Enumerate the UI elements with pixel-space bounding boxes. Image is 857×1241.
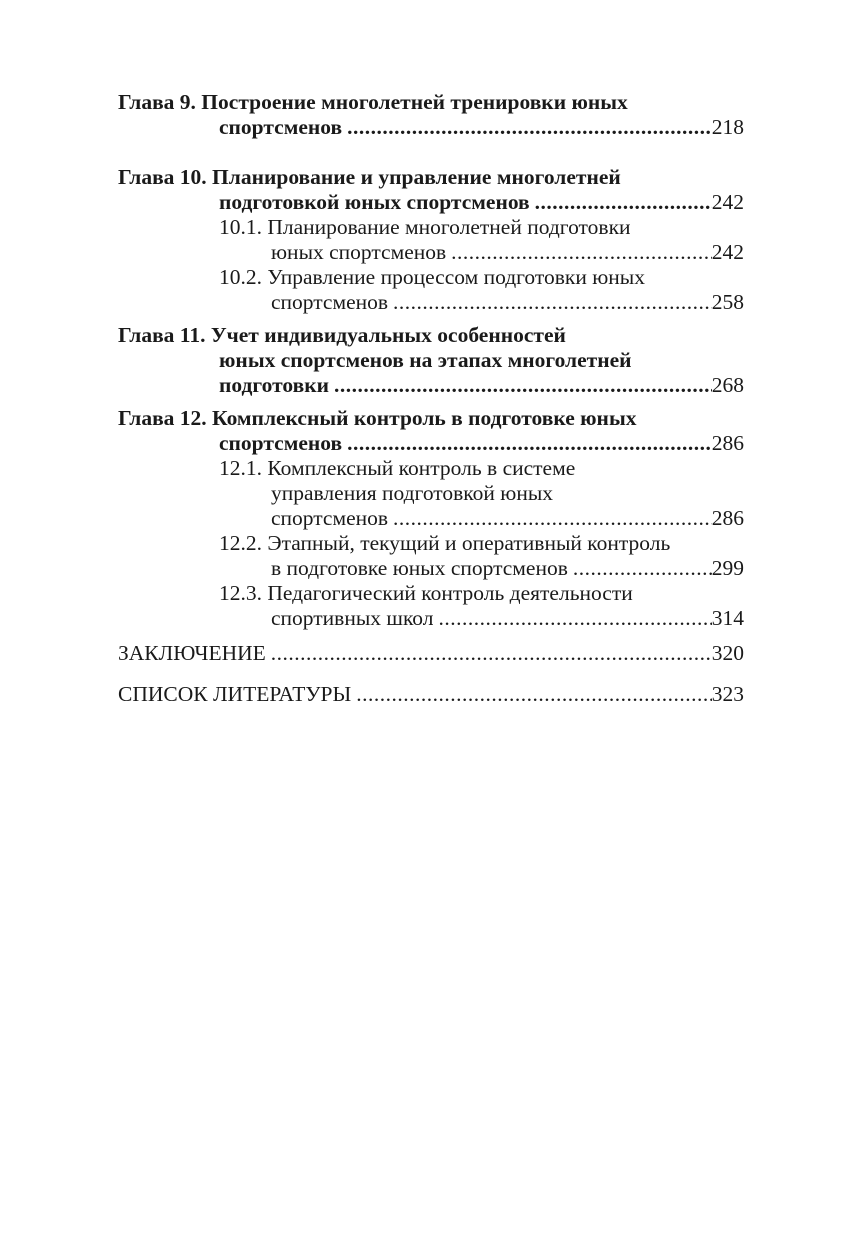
page-number: 323 [711,682,744,706]
dot-leader [439,606,712,631]
section-title-continued: юных спортсменов [271,240,447,264]
toc-entry-chapter-10[interactable] [118,165,744,215]
page-number: 242 [711,240,744,264]
table-of-contents [118,90,744,707]
dot-leader [573,556,712,581]
toc-line [118,265,744,290]
toc-line [118,431,744,456]
toc-line [118,581,744,606]
chapter-title: Глава 10. Планирование и управление многолетней [118,165,621,189]
toc-line [118,348,744,373]
page-number: 286 [711,431,744,455]
page-number: 299 [711,556,744,580]
toc-line [118,373,744,398]
toc-entry-chapter-11[interactable] [118,323,744,398]
section-title-continued: спортсменов [271,290,389,314]
toc-line [118,506,744,531]
chapter-title-continued: спортсменов [219,431,343,455]
toc-line [118,406,744,431]
toc-line [118,90,744,115]
page-number: 320 [711,641,744,665]
toc-line [118,290,744,315]
toc-entry-section-10-2[interactable] [118,265,744,315]
toc-line [118,606,744,631]
toc-entry-chapter-9[interactable] [118,90,744,140]
toc-line [118,481,744,506]
references-title: СПИСОК ЛИТЕРАТУРЫ [118,682,352,706]
toc-line [118,531,744,556]
toc-entry-section-12-3[interactable] [118,581,744,631]
dot-leader [393,506,712,531]
page-number: 268 [711,373,744,397]
page-number: 258 [711,290,744,314]
toc-entry-section-10-1[interactable] [118,215,744,265]
section-title: 10.1. Планирование многолетней подготовки [219,215,631,239]
dot-leader [356,682,711,707]
chapter-title-continued: подготовки [219,373,329,397]
section-title: 10.2. Управление процессом подготовки юных [219,265,646,289]
section-title-continued: в подготовке юных спортсменов [271,556,568,580]
section-title: 12.3. Педагогический контроль деятельности [219,581,633,605]
dot-leader [334,373,712,398]
dot-leader [393,290,712,315]
section-title-continued: управления подготовкой юных [271,481,554,505]
dot-leader [451,240,712,265]
chapter-title: Глава 12. Комплексный контроль в подготовке юных [118,406,637,430]
chapter-title: Глава 11. Учет индивидуальных особенностей [118,323,566,347]
dot-leader [271,641,712,666]
toc-line [118,641,744,666]
toc-entry-references[interactable] [118,682,744,707]
dot-leader [535,190,712,215]
toc-line [118,323,744,348]
section-title: 12.1. Комплексный контроль в системе [219,456,576,480]
dot-leader [347,431,712,456]
chapter-title-continued: подготовкой юных спортсменов [219,190,530,214]
toc-entry-section-12-2[interactable] [118,531,744,581]
toc-line [118,215,744,240]
section-title: 12.2. Этапный, текущий и оперативный контроль [219,531,671,555]
toc-line [118,682,744,707]
toc-line [118,556,744,581]
toc-line [118,190,744,215]
toc-line [118,165,744,190]
toc-line [118,456,744,481]
page-number: 314 [711,606,744,630]
section-title-continued: спортивных школ [271,606,434,630]
section-title-continued: спортсменов [271,506,389,530]
toc-line [118,240,744,265]
page-number: 242 [711,190,744,214]
toc-entry-chapter-12[interactable] [118,406,744,456]
toc-entry-section-12-1[interactable] [118,456,744,531]
page-number: 286 [711,506,744,530]
dot-leader [347,115,712,140]
toc-line [118,115,744,140]
conclusion-title: ЗАКЛЮЧЕНИЕ [118,641,266,665]
toc-entry-conclusion[interactable] [118,641,744,666]
chapter-title: Глава 9. Построение многолетней тренировки юных [118,90,628,114]
chapter-title-continued: юных спортсменов на этапах многолетней [219,348,632,372]
page-number: 218 [711,115,744,139]
chapter-title-continued: спортсменов [219,115,343,139]
